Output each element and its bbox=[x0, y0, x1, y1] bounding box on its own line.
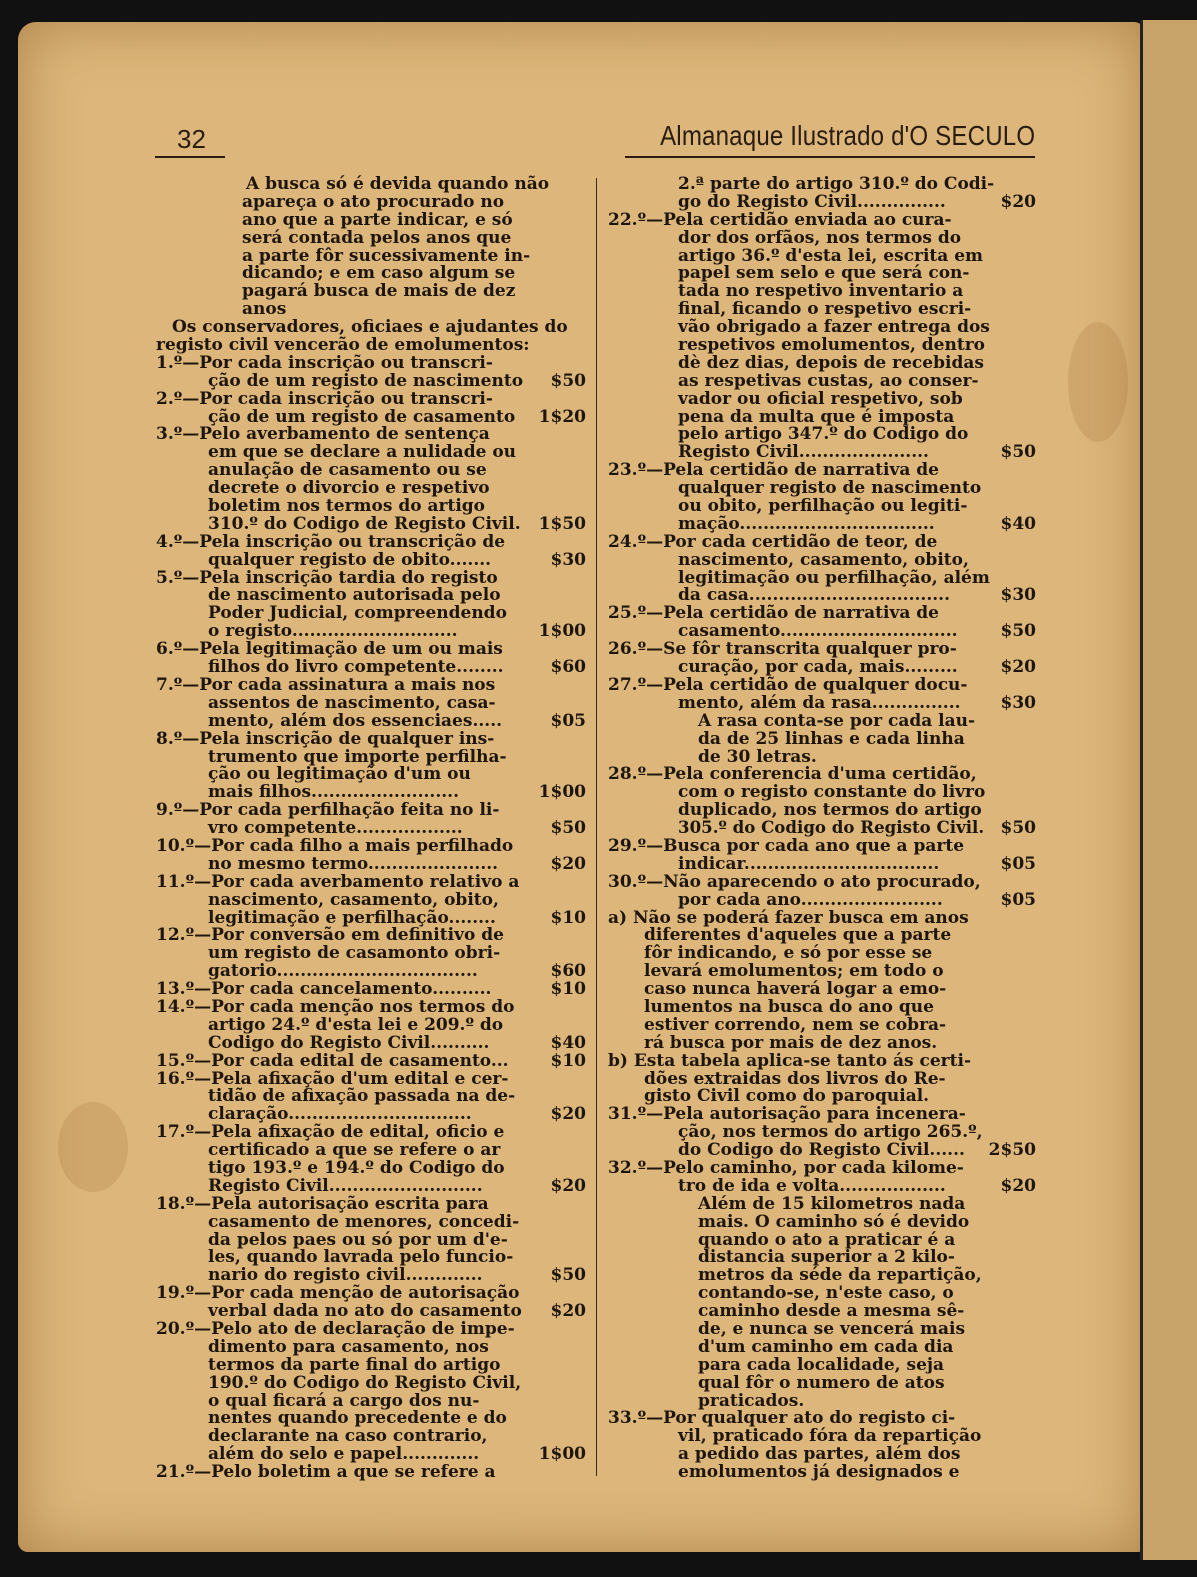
fee-amount: $50 bbox=[1000, 442, 1036, 463]
line-text: 33.º—Por qualquer ato do registo ci- bbox=[608, 1408, 956, 1429]
line-text: vão obrigado a fazer entrega dos bbox=[678, 317, 990, 338]
line-text: duplicado, nos termos do artigo bbox=[678, 800, 982, 821]
line-text: 7.º—Por cada assinatura a mais nos bbox=[156, 674, 496, 695]
line-text: com o registo constante do livro bbox=[678, 782, 986, 803]
line-text: vro competente.................. bbox=[208, 818, 463, 839]
line-text: 305.º do Codigo do Registo Civil. bbox=[678, 818, 985, 839]
line-text: 10.º—Por cada filho a mais perfilhado bbox=[156, 835, 514, 856]
line-text: lumentos na busca do ano que bbox=[644, 996, 934, 1017]
line-text: 2.º—Por cada inscrição ou transcri- bbox=[156, 388, 493, 409]
line-text: Registo Civil.......................... bbox=[208, 1175, 483, 1196]
line-text: 20.º—Pelo ato de declaração de impe- bbox=[156, 1319, 515, 1339]
line-text: um registo de casamonto obri- bbox=[208, 943, 501, 964]
line-text: 19.º—Por cada menção de autorisação bbox=[156, 1283, 520, 1304]
fee-amount: 1$00 bbox=[538, 621, 586, 642]
line-text: mais. O caminho só é devido bbox=[698, 1211, 970, 1232]
text-line bbox=[156, 1464, 586, 1482]
text-line bbox=[156, 388, 586, 409]
line-text: Poder Judicial, compreendendo bbox=[208, 603, 507, 624]
line-text: 5.º—Pela inscrição tardia do registo bbox=[156, 567, 498, 588]
line-text: 14.º—Por cada menção nos termos do bbox=[156, 996, 515, 1017]
line-text: estiver correndo, nem se cobra- bbox=[644, 1014, 947, 1035]
line-text: ção de um registo de nascimento bbox=[208, 370, 524, 391]
line-text: filhos do livro competente........ bbox=[208, 657, 504, 678]
line-text: 30.º—Não aparecendo o ato procurado, bbox=[608, 871, 981, 892]
line-text: nascimento, casamento, obito, bbox=[208, 889, 499, 910]
fee-amount: 1$20 bbox=[538, 406, 586, 427]
line-text: fôr indicando, e só por esse se bbox=[644, 943, 933, 964]
line-text: claração............................... bbox=[208, 1104, 472, 1125]
line-text: trumento que importe perfilha- bbox=[208, 746, 507, 767]
line-text: 26.º—Se fôr transcrita qualquer pro- bbox=[608, 639, 957, 660]
line-text: distancia superior a 2 kilo- bbox=[698, 1247, 955, 1268]
text-line bbox=[608, 1032, 1036, 1053]
line-text: tigo 193.º e 194.º do Codigo do bbox=[208, 1157, 505, 1178]
fee-amount: $05 bbox=[1000, 889, 1036, 910]
line-text: contando-se, n'este caso, o bbox=[698, 1283, 954, 1304]
line-text: 21.º—Pelo boletim a que se refere a bbox=[156, 1462, 496, 1483]
fee-amount: $30 bbox=[1000, 585, 1036, 606]
fee-amount: $20 bbox=[1000, 657, 1036, 678]
right-column bbox=[608, 176, 1036, 1482]
fee-amount: $10 bbox=[550, 1050, 586, 1071]
line-text: tro de ida e volta.................. bbox=[678, 1175, 946, 1196]
line-text: termos da parte final do artigo bbox=[208, 1354, 501, 1375]
line-text: 11.º—Por cada averbamento relativo a bbox=[156, 871, 520, 892]
paper-stain bbox=[1068, 322, 1128, 442]
line-text: declarante na caso contrario, bbox=[208, 1426, 488, 1447]
line-text: pelo artigo 347.º do Codigo do bbox=[678, 424, 969, 445]
line-text: mação................................. bbox=[678, 513, 935, 534]
line-text: mais filhos......................... bbox=[208, 782, 459, 803]
line-text: apareça o ato procurado no bbox=[242, 191, 505, 212]
fee-amount: $20 bbox=[550, 1175, 586, 1196]
line-text: vil, praticado fóra da repartição bbox=[678, 1426, 982, 1447]
line-text: da pelos paes ou só por um d'e- bbox=[208, 1229, 508, 1250]
line-text: legitimação ou perfilhação, além bbox=[678, 567, 990, 588]
line-text: verbal dada no ato do casamento bbox=[208, 1301, 522, 1322]
line-text: 27.º—Pela certidão de qualquer docu- bbox=[608, 674, 968, 695]
line-text: 24.º—Por cada certidão de teor, de bbox=[608, 531, 938, 552]
line-text: registo civil vencerão de emolumentos: bbox=[156, 335, 530, 356]
line-text: Registo Civil...................... bbox=[678, 442, 929, 463]
line-text: 9.º—Por cada perfilhação feita no li- bbox=[156, 800, 500, 821]
line-text: dor dos orfãos, nos termos do bbox=[678, 227, 962, 248]
line-text: gisto Civil como do paroquial. bbox=[644, 1086, 930, 1107]
line-text: metros da séde da repartição, bbox=[698, 1265, 982, 1286]
line-text: ção ou legitimação d'um ou bbox=[208, 764, 471, 785]
line-text: A busca só é devida quando não bbox=[246, 174, 550, 194]
line-text: rá busca por mais de dez anos. bbox=[644, 1032, 938, 1053]
line-text: b) Esta tabela aplica-se tanto ás certi- bbox=[608, 1050, 972, 1071]
line-text: final, ficando o respetivo escri- bbox=[678, 299, 972, 320]
text-line bbox=[608, 1193, 1036, 1214]
line-text: Codigo do Registo Civil.......... bbox=[208, 1032, 490, 1053]
line-text: assentos de nascimento, casa- bbox=[208, 692, 496, 713]
line-text: dões extraidas dos livros do Re- bbox=[644, 1068, 946, 1089]
line-text: gatorio.................................. bbox=[208, 961, 478, 982]
line-text: da casa.................................. bbox=[678, 585, 950, 606]
text-line bbox=[608, 710, 1036, 731]
line-text: ção de um registo de casamento bbox=[208, 406, 516, 427]
line-text: o registo............................ bbox=[208, 621, 458, 642]
fee-amount: $40 bbox=[1000, 513, 1036, 534]
text-line bbox=[156, 549, 586, 570]
line-text: nascimento, casamento, obito, bbox=[678, 549, 969, 570]
text-line bbox=[156, 283, 586, 301]
text-line bbox=[156, 227, 586, 248]
text-line bbox=[156, 889, 586, 910]
line-text: anos bbox=[242, 299, 287, 320]
line-text: a) Não se poderá fazer busca em anos bbox=[608, 907, 969, 928]
line-text: mento, além da rasa............... bbox=[678, 692, 961, 713]
line-text: qual fôr o numero de atos bbox=[698, 1372, 945, 1393]
fee-amount: $50 bbox=[1000, 818, 1036, 839]
line-text: levará emolumentos; em todo o bbox=[644, 961, 944, 982]
line-text: legitimação e perfilhação........ bbox=[208, 907, 496, 928]
line-text: no mesmo termo...................... bbox=[208, 853, 499, 874]
fee-amount: $20 bbox=[1000, 191, 1036, 212]
line-text: será contada pelos anos que bbox=[242, 227, 512, 248]
line-text: casamento de menores, concedi- bbox=[208, 1211, 520, 1232]
line-text: A rasa conta-se por cada lau- bbox=[698, 710, 976, 731]
line-text: dicando; e em caso algum se bbox=[242, 263, 516, 284]
text-line bbox=[156, 728, 586, 749]
fee-amount: $05 bbox=[550, 710, 586, 731]
text-line bbox=[608, 370, 1036, 391]
line-text: d'um caminho em cada dia bbox=[698, 1336, 954, 1357]
text-line bbox=[156, 1372, 586, 1393]
fee-amount: $20 bbox=[550, 853, 586, 874]
line-text: anulação de casamento ou se bbox=[208, 460, 487, 481]
line-text: 13.º—Por cada cancelamento.......... bbox=[156, 979, 492, 1000]
line-text: as respetivas custas, ao conser- bbox=[678, 370, 979, 391]
running-title: Almanaque Ilustrado d'O SECULO bbox=[659, 120, 1035, 151]
line-text: 17.º—Pela afixação de edital, oficio e bbox=[156, 1122, 505, 1143]
line-text: tada no respetivo inventario a bbox=[678, 281, 964, 302]
line-text: artigo 24.º d'esta lei e 209.º do bbox=[208, 1014, 504, 1035]
line-text: 1.º—Por cada inscrição ou transcri- bbox=[156, 352, 493, 373]
line-text: ano que a parte indicar, e só bbox=[242, 209, 513, 230]
line-text: decrete o divorcio e respetivo bbox=[208, 478, 490, 499]
left-column bbox=[156, 176, 586, 1482]
line-text: 16.º—Pela afixação d'um edital e cer- bbox=[156, 1068, 509, 1089]
line-text: 23.º—Pela certidão de narrativa de bbox=[608, 460, 939, 481]
line-text: dimento para casamento, nos bbox=[208, 1336, 489, 1357]
line-text: 4.º—Pela inscrição ou transcrição de bbox=[156, 531, 506, 552]
fee-amount: $10 bbox=[550, 979, 586, 1000]
text-line bbox=[156, 710, 586, 731]
text-line bbox=[156, 1050, 586, 1071]
page-header bbox=[155, 118, 1035, 158]
fee-amount: $50 bbox=[550, 370, 586, 391]
line-text: a pedido das partes, além dos bbox=[678, 1444, 961, 1465]
line-text: 190.º do Codigo do Registo Civil, bbox=[208, 1372, 522, 1393]
text-line bbox=[156, 209, 586, 230]
line-text: quando o ato a praticar é a bbox=[698, 1229, 956, 1250]
line-text: para cada localidade, seja bbox=[698, 1354, 945, 1375]
line-text: de nascimento autorisada pelo bbox=[208, 585, 501, 606]
fee-amount: $50 bbox=[1000, 621, 1036, 642]
fee-amount: $20 bbox=[550, 1104, 586, 1125]
text-line bbox=[608, 388, 1036, 409]
text-line bbox=[608, 549, 1036, 570]
line-text: Além de 15 kilometros nada bbox=[698, 1193, 966, 1214]
line-text: de 30 letras. bbox=[698, 746, 817, 767]
fee-amount: $30 bbox=[1000, 692, 1036, 713]
fee-amount: $60 bbox=[550, 657, 586, 678]
line-text: do Codigo do Registo Civil...... bbox=[678, 1140, 965, 1161]
column-divider bbox=[596, 178, 597, 1476]
text-line bbox=[608, 728, 1036, 749]
line-text: da de 25 linhas e cada linha bbox=[698, 728, 965, 749]
text-line bbox=[608, 871, 1036, 892]
line-text: a parte fôr sucessivamente in- bbox=[242, 245, 531, 266]
text-line bbox=[156, 1193, 586, 1214]
line-text: Os conservadores, oficiaes e ajudantes do bbox=[172, 317, 568, 338]
line-text: caminho desde a mesma sê- bbox=[698, 1301, 965, 1322]
line-text: 25.º—Pela certidão de narrativa de bbox=[608, 603, 939, 624]
line-text: les, quando lavrada pelo funcio- bbox=[208, 1247, 514, 1268]
line-text: 32.º—Pelo caminho, por cada kilome- bbox=[608, 1157, 964, 1178]
text-line bbox=[156, 871, 586, 892]
line-text: de, e nunca se vencerá mais bbox=[698, 1319, 966, 1339]
text-line bbox=[608, 1211, 1036, 1232]
line-text: ou obito, perfilhação ou legiti- bbox=[678, 496, 968, 517]
line-text: respetivos emolumentos, dentro bbox=[678, 335, 985, 356]
fee-amount: 1$00 bbox=[538, 1444, 586, 1465]
page-number: 32 bbox=[177, 124, 206, 154]
text-line bbox=[608, 889, 1036, 910]
text-line bbox=[608, 1372, 1036, 1393]
line-text: o qual ficará a cargo dos nu- bbox=[208, 1390, 480, 1411]
line-text: certificado a que se refere o ar bbox=[208, 1140, 501, 1161]
text-line bbox=[156, 1032, 586, 1053]
fee-amount: $10 bbox=[550, 907, 586, 928]
line-text: 310.º do Codigo de Registo Civil. bbox=[208, 513, 521, 534]
text-line bbox=[608, 1354, 1036, 1375]
fee-amount: $20 bbox=[550, 1301, 586, 1322]
fee-amount: $40 bbox=[550, 1032, 586, 1053]
text-line bbox=[156, 1354, 586, 1375]
line-text: 29.º—Busca por cada ano que a parte bbox=[608, 835, 965, 856]
line-text: caso nunca haverá logar a emo- bbox=[644, 979, 947, 1000]
line-text: mento, além dos essenciaes..... bbox=[208, 710, 503, 731]
text-line bbox=[156, 1211, 586, 1232]
text-line bbox=[608, 209, 1036, 230]
line-text: nentes quando precedente e do bbox=[208, 1408, 507, 1429]
line-text: nario do registo civil............. bbox=[208, 1265, 483, 1286]
line-text: artigo 36.º d'esta lei, escrita em bbox=[678, 245, 983, 266]
adjacent-page-edge bbox=[1140, 20, 1197, 1560]
line-text: casamento.............................. bbox=[678, 621, 958, 642]
line-text: 31.º—Pela autorisação para incenera- bbox=[608, 1104, 966, 1125]
line-text: dè dez dias, depois de recebidas bbox=[678, 352, 984, 373]
line-text: praticados. bbox=[698, 1390, 805, 1411]
fee-amount: $05 bbox=[1000, 853, 1036, 874]
line-text: 15.º—Por cada edital de casamento... bbox=[156, 1050, 509, 1071]
fee-amount: 2$50 bbox=[988, 1140, 1036, 1161]
line-text: papel sem selo e que será con- bbox=[678, 263, 970, 284]
text-line bbox=[608, 1050, 1036, 1071]
line-text: 3.º—Pelo averbamento de sentença bbox=[156, 424, 490, 445]
text-line bbox=[608, 1464, 1036, 1482]
fee-amount: $60 bbox=[550, 961, 586, 982]
fee-amount: $50 bbox=[550, 818, 586, 839]
fee-amount: $50 bbox=[550, 1265, 586, 1286]
text-line bbox=[608, 227, 1036, 248]
line-text: diferentes d'aqueles que a parte bbox=[644, 925, 952, 946]
line-text: 6.º—Pela legitimação de um ou mais bbox=[156, 639, 503, 660]
line-text: 12.º—Por conversão em definitivo de bbox=[156, 925, 504, 946]
page-number-rule bbox=[155, 156, 225, 158]
line-text: go do Registo Civil............... bbox=[678, 191, 946, 212]
line-text: além do selo e papel............. bbox=[208, 1444, 480, 1465]
line-text: por cada ano........................ bbox=[678, 889, 943, 910]
text-line bbox=[156, 370, 586, 391]
line-text: pagará busca de mais de dez bbox=[242, 281, 516, 302]
line-text: 22.º—Pela certidão enviada ao cura- bbox=[608, 209, 952, 230]
line-text: tidão de afixação passada na de- bbox=[208, 1086, 516, 1107]
line-text: indicar................................. bbox=[678, 853, 940, 874]
line-text: em que se declare a nulidade ou bbox=[208, 442, 517, 463]
line-text: boletim nos termos do artigo bbox=[208, 496, 485, 517]
fee-amount: $20 bbox=[1000, 1175, 1036, 1196]
line-text: qualquer registo de nascimento bbox=[678, 478, 982, 499]
line-text: vador ou oficial respetivo, sob bbox=[678, 388, 963, 409]
line-text: 18.º—Pela autorisação escrita para bbox=[156, 1193, 489, 1214]
fee-amount: 1$50 bbox=[538, 513, 586, 534]
line-text: pena da multa que é imposta bbox=[678, 406, 955, 427]
line-text: emolumentos já designados e bbox=[678, 1462, 960, 1483]
line-text: ção, nos termos do artigo 265.º, bbox=[678, 1122, 983, 1143]
line-text: 8.º—Pela inscrição de qualquer ins- bbox=[156, 728, 495, 749]
paper-stain bbox=[58, 1102, 128, 1192]
line-text: curação, por cada, mais......... bbox=[678, 657, 958, 678]
title-rule bbox=[625, 156, 1035, 158]
fee-amount: $30 bbox=[550, 549, 586, 570]
fee-amount: 1$00 bbox=[538, 782, 586, 803]
line-text: qualquer registo de obito....... bbox=[208, 549, 492, 570]
line-text: 2.ª parte do artigo 310.º do Codi- bbox=[678, 174, 995, 194]
line-text: 28.º—Pela conferencia d'uma certidão, bbox=[608, 764, 977, 785]
